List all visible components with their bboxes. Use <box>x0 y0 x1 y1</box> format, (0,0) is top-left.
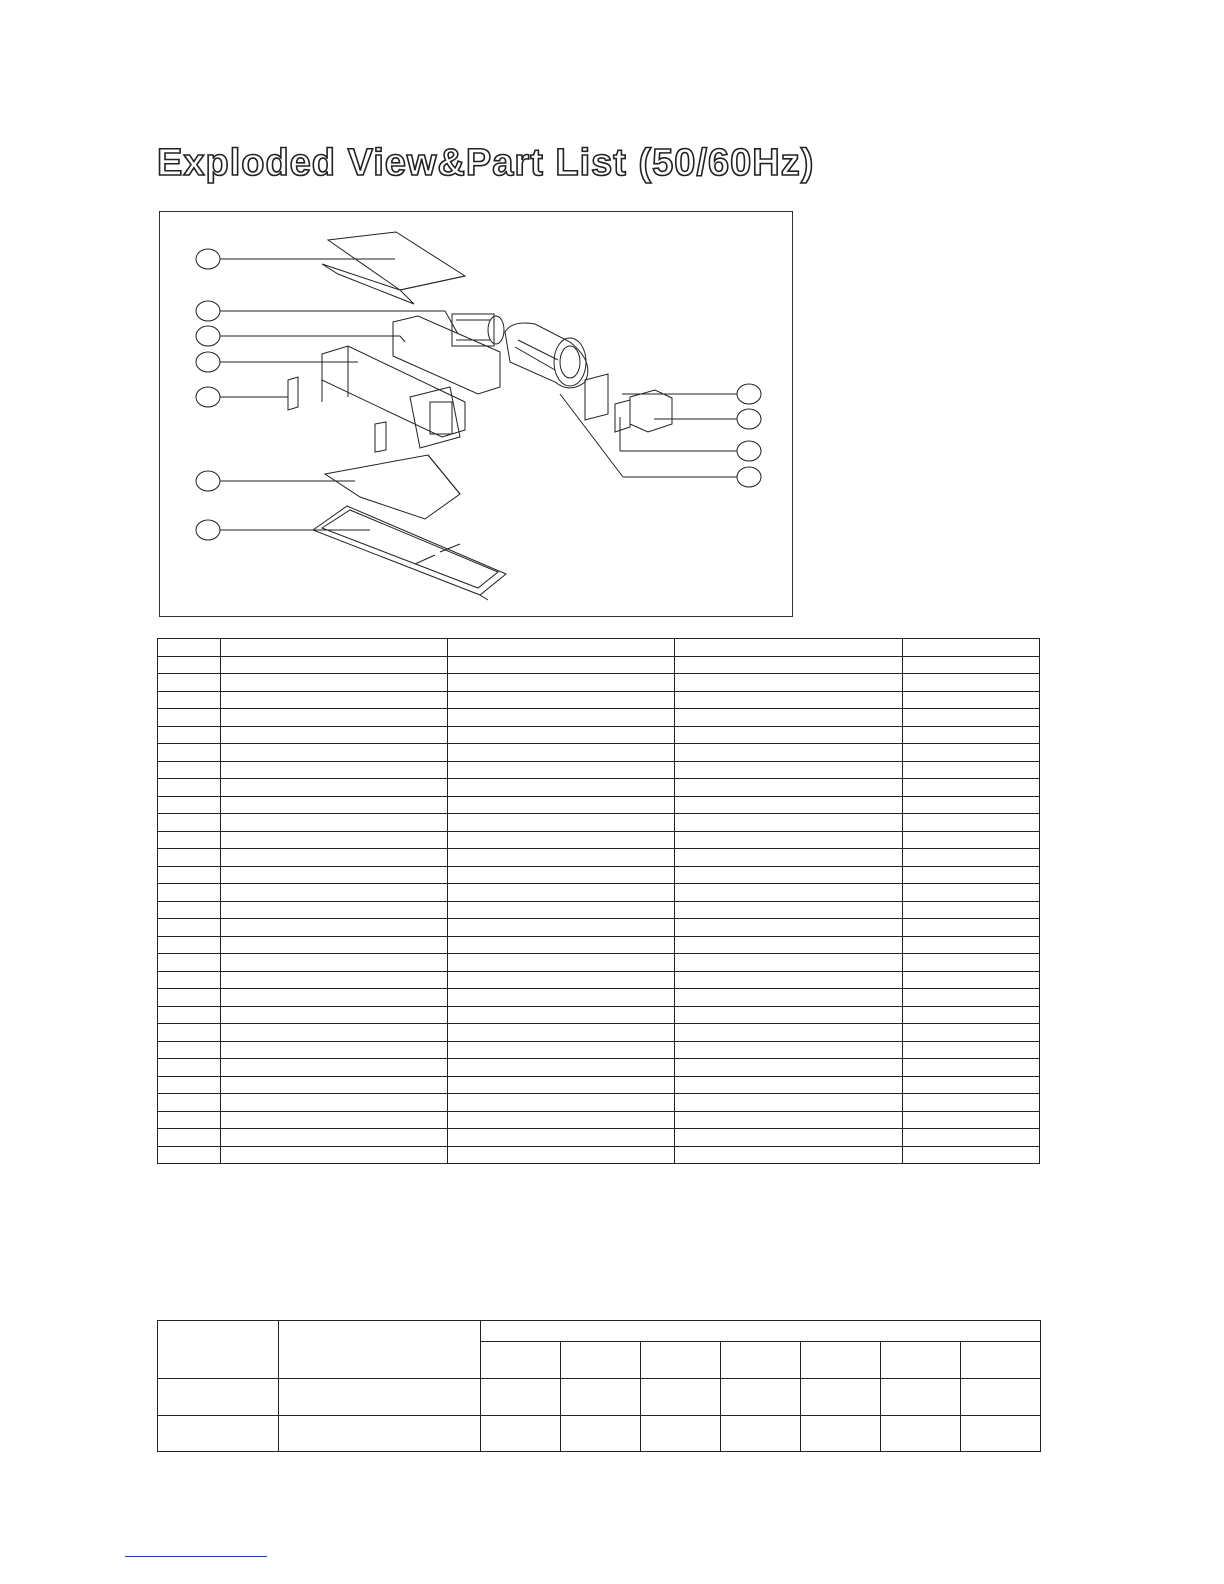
cell <box>675 849 903 867</box>
table-row <box>158 1006 1040 1024</box>
cell <box>448 936 675 954</box>
callout-circles-left <box>196 249 220 540</box>
cell <box>221 1024 448 1042</box>
table-row <box>158 726 1040 744</box>
cell <box>448 761 675 779</box>
cell <box>158 901 221 919</box>
table-row <box>158 831 1040 849</box>
cell <box>158 1416 279 1452</box>
callout-circles-right <box>737 384 761 487</box>
cell <box>448 989 675 1007</box>
cell <box>158 1111 221 1129</box>
cell <box>158 884 221 902</box>
leader-lines-left <box>220 259 458 530</box>
blower-housing <box>505 323 588 388</box>
cell <box>448 1076 675 1094</box>
cell <box>903 1076 1040 1094</box>
cell <box>903 796 1040 814</box>
cell <box>903 849 1040 867</box>
cell <box>561 1416 641 1452</box>
cell <box>448 1146 675 1164</box>
cell <box>221 989 448 1007</box>
cell <box>675 1041 903 1059</box>
cell <box>903 1041 1040 1059</box>
cell <box>675 1146 903 1164</box>
cell <box>675 866 903 884</box>
cell <box>221 744 448 762</box>
cell <box>221 1111 448 1129</box>
cell <box>903 674 1040 692</box>
cell <box>903 884 1040 902</box>
table-row <box>158 744 1040 762</box>
cell <box>221 726 448 744</box>
cell <box>481 1379 561 1416</box>
cell <box>221 919 448 937</box>
cell <box>675 744 903 762</box>
cell <box>448 674 675 692</box>
cell <box>221 884 448 902</box>
cell <box>448 1041 675 1059</box>
table-row <box>158 936 1040 954</box>
spec-header-cell <box>158 1321 279 1379</box>
cell <box>448 901 675 919</box>
cell <box>903 831 1040 849</box>
table-row <box>158 691 1040 709</box>
cell <box>903 866 1040 884</box>
cell <box>279 1379 481 1416</box>
drain-pan-cover <box>325 455 460 519</box>
cell <box>158 831 221 849</box>
spec-data-row <box>158 1416 1041 1452</box>
cell <box>448 1024 675 1042</box>
spec-subheader-cell <box>561 1342 641 1379</box>
cell <box>158 936 221 954</box>
cell <box>448 691 675 709</box>
cell <box>801 1416 881 1452</box>
top-cover-panel <box>322 232 465 304</box>
spec-subheader-cell <box>961 1342 1041 1379</box>
table-row <box>158 639 1040 657</box>
cell <box>961 1379 1041 1416</box>
cell <box>448 814 675 832</box>
cell <box>158 1059 221 1077</box>
table-row <box>158 761 1040 779</box>
cell <box>675 1129 903 1147</box>
table-row <box>158 709 1040 727</box>
cell <box>448 849 675 867</box>
cell <box>158 709 221 727</box>
cell <box>448 1094 675 1112</box>
cell <box>448 971 675 989</box>
table-row <box>158 901 1040 919</box>
cell <box>221 691 448 709</box>
table-row <box>158 1129 1040 1147</box>
cell <box>675 674 903 692</box>
cell <box>903 709 1040 727</box>
cell <box>481 1416 561 1452</box>
cell <box>221 814 448 832</box>
cell <box>903 919 1040 937</box>
table-row <box>158 971 1040 989</box>
table-row <box>158 779 1040 797</box>
table-row <box>158 1076 1040 1094</box>
cell <box>675 761 903 779</box>
cell <box>221 1076 448 1094</box>
cell <box>448 726 675 744</box>
cell <box>903 936 1040 954</box>
spec-header-cell <box>481 1321 1041 1342</box>
cell <box>675 639 903 657</box>
cell <box>675 1076 903 1094</box>
cell <box>221 971 448 989</box>
cell <box>448 1129 675 1147</box>
cell <box>675 919 903 937</box>
cell <box>448 744 675 762</box>
cell <box>158 1024 221 1042</box>
cell <box>221 866 448 884</box>
cell <box>903 639 1040 657</box>
cell <box>721 1379 801 1416</box>
cell <box>881 1379 961 1416</box>
cell <box>675 901 903 919</box>
cell <box>158 849 221 867</box>
cell <box>448 1006 675 1024</box>
table-row <box>158 796 1040 814</box>
table-row <box>158 866 1040 884</box>
spec-header-cell <box>279 1321 481 1379</box>
drain-pan <box>313 506 506 600</box>
cell <box>801 1379 881 1416</box>
side-bracket <box>288 377 298 410</box>
cell <box>158 866 221 884</box>
cell <box>221 779 448 797</box>
leader-lines-right <box>560 394 737 477</box>
cell <box>903 814 1040 832</box>
cell <box>675 989 903 1007</box>
cell <box>221 639 448 657</box>
table-row <box>158 1024 1040 1042</box>
cell <box>221 936 448 954</box>
table-row <box>158 1146 1040 1164</box>
cell <box>221 761 448 779</box>
cell <box>158 1094 221 1112</box>
spec-subheader-cell <box>481 1342 561 1379</box>
cell <box>675 884 903 902</box>
cell <box>903 691 1040 709</box>
cell <box>158 656 221 674</box>
cell <box>903 761 1040 779</box>
table-row <box>158 1059 1040 1077</box>
spec-header-row <box>158 1321 1041 1342</box>
cell <box>641 1379 721 1416</box>
cell <box>903 1024 1040 1042</box>
cell <box>448 831 675 849</box>
spec-subheader-cell <box>881 1342 961 1379</box>
cell <box>561 1379 641 1416</box>
cell <box>158 989 221 1007</box>
control-box <box>585 374 672 432</box>
cell <box>221 656 448 674</box>
cell <box>158 1129 221 1147</box>
cell <box>675 709 903 727</box>
cell <box>158 971 221 989</box>
footer-link-underline[interactable] <box>125 1556 267 1557</box>
table-row <box>158 1094 1040 1112</box>
cell <box>448 709 675 727</box>
cell <box>721 1416 801 1452</box>
cell <box>903 779 1040 797</box>
cell <box>961 1416 1041 1452</box>
cell <box>158 726 221 744</box>
cell <box>903 744 1040 762</box>
table-row <box>158 1111 1040 1129</box>
cell <box>675 796 903 814</box>
cell <box>903 1111 1040 1129</box>
cell <box>903 1006 1040 1024</box>
table-row <box>158 814 1040 832</box>
cell <box>881 1416 961 1452</box>
cell <box>158 779 221 797</box>
cell <box>448 656 675 674</box>
cell <box>221 901 448 919</box>
spec-subheader-cell <box>801 1342 881 1379</box>
cell <box>221 954 448 972</box>
cell <box>448 866 675 884</box>
table-row <box>158 884 1040 902</box>
cell <box>158 761 221 779</box>
cell <box>675 1059 903 1077</box>
cell <box>158 1041 221 1059</box>
cell <box>675 656 903 674</box>
cell <box>158 814 221 832</box>
cell <box>675 936 903 954</box>
cell <box>903 1129 1040 1147</box>
cell <box>903 901 1040 919</box>
cell <box>448 779 675 797</box>
fan-motor <box>452 314 504 346</box>
spec-subheader-cell <box>721 1342 801 1379</box>
cell <box>221 674 448 692</box>
cell <box>221 1059 448 1077</box>
cell <box>221 796 448 814</box>
cell <box>221 709 448 727</box>
cell <box>675 779 903 797</box>
cell <box>221 1146 448 1164</box>
cell <box>221 1041 448 1059</box>
cell <box>158 744 221 762</box>
cell <box>675 726 903 744</box>
cell <box>675 1111 903 1129</box>
cell <box>158 796 221 814</box>
spec-data-row <box>158 1379 1041 1416</box>
cell <box>675 954 903 972</box>
parts-list-table <box>157 638 1040 1164</box>
cell <box>158 919 221 937</box>
cell <box>675 1094 903 1112</box>
cell <box>641 1416 721 1452</box>
cell <box>675 831 903 849</box>
cell <box>903 656 1040 674</box>
spec-subheader-cell <box>641 1342 721 1379</box>
page-title: Exploded View&Part List (50/60Hz) <box>157 142 815 184</box>
cell <box>448 884 675 902</box>
cell <box>158 674 221 692</box>
cell <box>158 1076 221 1094</box>
cell <box>158 691 221 709</box>
table-row <box>158 919 1040 937</box>
exploded-view-diagram <box>159 211 793 617</box>
cell <box>158 1146 221 1164</box>
cell <box>158 639 221 657</box>
table-row <box>158 989 1040 1007</box>
table-row <box>158 674 1040 692</box>
cell <box>158 1006 221 1024</box>
spec-table <box>157 1320 1041 1452</box>
cell <box>675 814 903 832</box>
cell <box>903 726 1040 744</box>
cell <box>448 919 675 937</box>
cell <box>158 1379 279 1416</box>
cell <box>221 1129 448 1147</box>
cell <box>158 954 221 972</box>
table-row <box>158 849 1040 867</box>
cell <box>221 1006 448 1024</box>
cell <box>448 954 675 972</box>
cell <box>448 1059 675 1077</box>
cell <box>903 1094 1040 1112</box>
cell <box>448 796 675 814</box>
cell <box>448 639 675 657</box>
table-row <box>158 954 1040 972</box>
cell <box>221 1094 448 1112</box>
cell <box>448 1111 675 1129</box>
cell <box>903 954 1040 972</box>
cell <box>903 1059 1040 1077</box>
cell <box>903 1146 1040 1164</box>
cell <box>903 971 1040 989</box>
cell <box>221 849 448 867</box>
cell <box>675 691 903 709</box>
table-row <box>158 656 1040 674</box>
table-row <box>158 1041 1040 1059</box>
bottom-bracket <box>375 422 386 452</box>
cell <box>903 989 1040 1007</box>
cell <box>675 1024 903 1042</box>
cell <box>279 1416 481 1452</box>
cell <box>221 831 448 849</box>
cell <box>675 971 903 989</box>
cell <box>675 1006 903 1024</box>
